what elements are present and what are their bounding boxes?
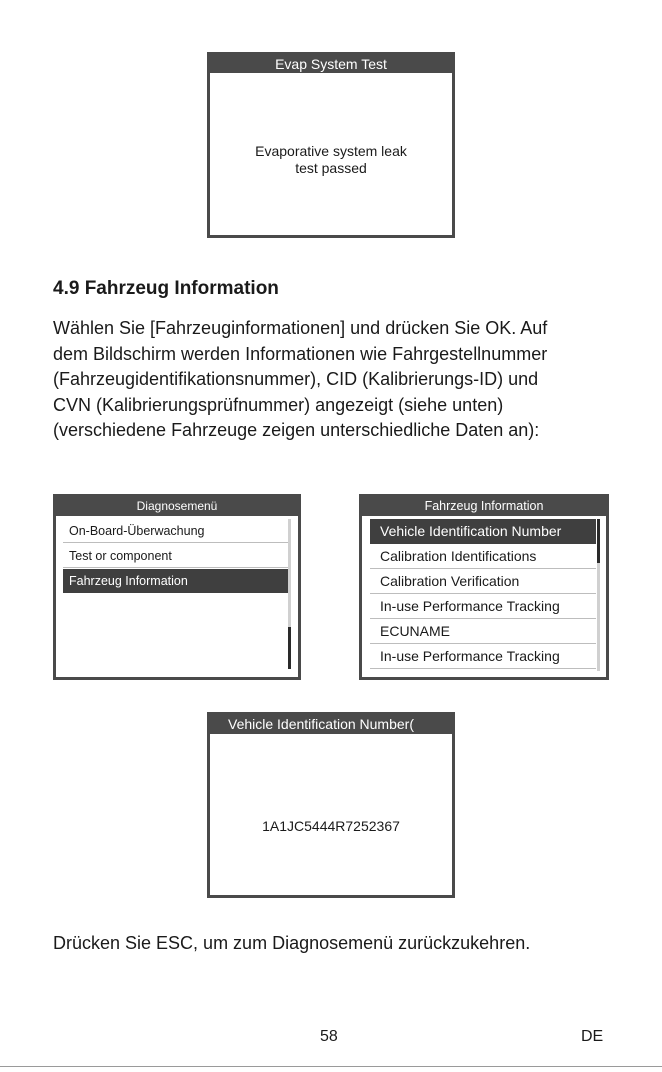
menu-item-calibration-ids[interactable]: Calibration Identifications	[370, 544, 596, 569]
menu-item-ecuname[interactable]: ECUNAME	[370, 619, 596, 644]
scrollbar-thumb[interactable]	[288, 627, 291, 669]
vin-screen	[207, 712, 455, 898]
paragraph-line: dem Bildschirm werden Informationen wie Fahrgestellnummer	[53, 343, 548, 364]
bottom-rule	[0, 1066, 662, 1067]
paragraph-line: (verschiedene Fahrzeuge zeigen unterschiedliche Daten an):	[53, 420, 540, 440]
vehicle-information-title: Fahrzeug Information	[362, 497, 606, 516]
section-heading: 4.9 Fahrzeug Information	[53, 278, 279, 299]
esc-instruction: Drücken Sie ESC, um zum Diagnosemenü zurückzukehren.	[53, 933, 531, 953]
menu-item-in-use-performance[interactable]: In-use Performance Tracking	[370, 594, 596, 619]
paragraph-line: Wählen Sie [Fahrzeuginformationen] und drücken Sie OK. Auf	[53, 318, 548, 338]
evap-screen-title: Evap System Test	[210, 55, 452, 73]
evap-result-message	[210, 143, 452, 177]
menu-item-vin[interactable]: Vehicle Identification Number	[370, 519, 596, 544]
menu-item-calibration-verification[interactable]: Calibration Verification	[370, 569, 596, 594]
evap-system-test-screen	[207, 52, 455, 238]
evap-message-line-1: Evaporative system leak	[255, 143, 407, 159]
diagnose-menu-screen	[53, 494, 301, 680]
menu-item-test-component[interactable]: Test or component	[63, 544, 288, 568]
scrollbar-thumb[interactable]	[597, 519, 600, 563]
menu-item-in-use-performance[interactable]: In-use Performance Tracking	[370, 644, 596, 669]
page-number: 58	[320, 1028, 338, 1045]
language-code: DE	[581, 1028, 604, 1045]
paragraph-line: CVN (Kalibrierungsprüfnummer) angezeigt (siehe unten)	[53, 394, 504, 415]
vin-value: 1A1JC5444R7252367	[262, 818, 400, 834]
diagnose-menu-title: Diagnosemenü	[56, 497, 298, 516]
vin-screen-title: Vehicle Identification Number(	[210, 715, 452, 734]
vehicle-information-screen	[359, 494, 609, 680]
evap-message-line-2: test passed	[295, 160, 367, 176]
menu-item-on-board-monitoring[interactable]: On-Board-Überwachung	[63, 519, 288, 543]
section-paragraph	[53, 316, 613, 444]
menu-item-vehicle-information[interactable]: Fahrzeug Information	[63, 569, 288, 593]
paragraph-line: (Fahrzeugidentifikationsnummer), CID (Kalibrierungs-ID) und	[53, 369, 539, 389]
